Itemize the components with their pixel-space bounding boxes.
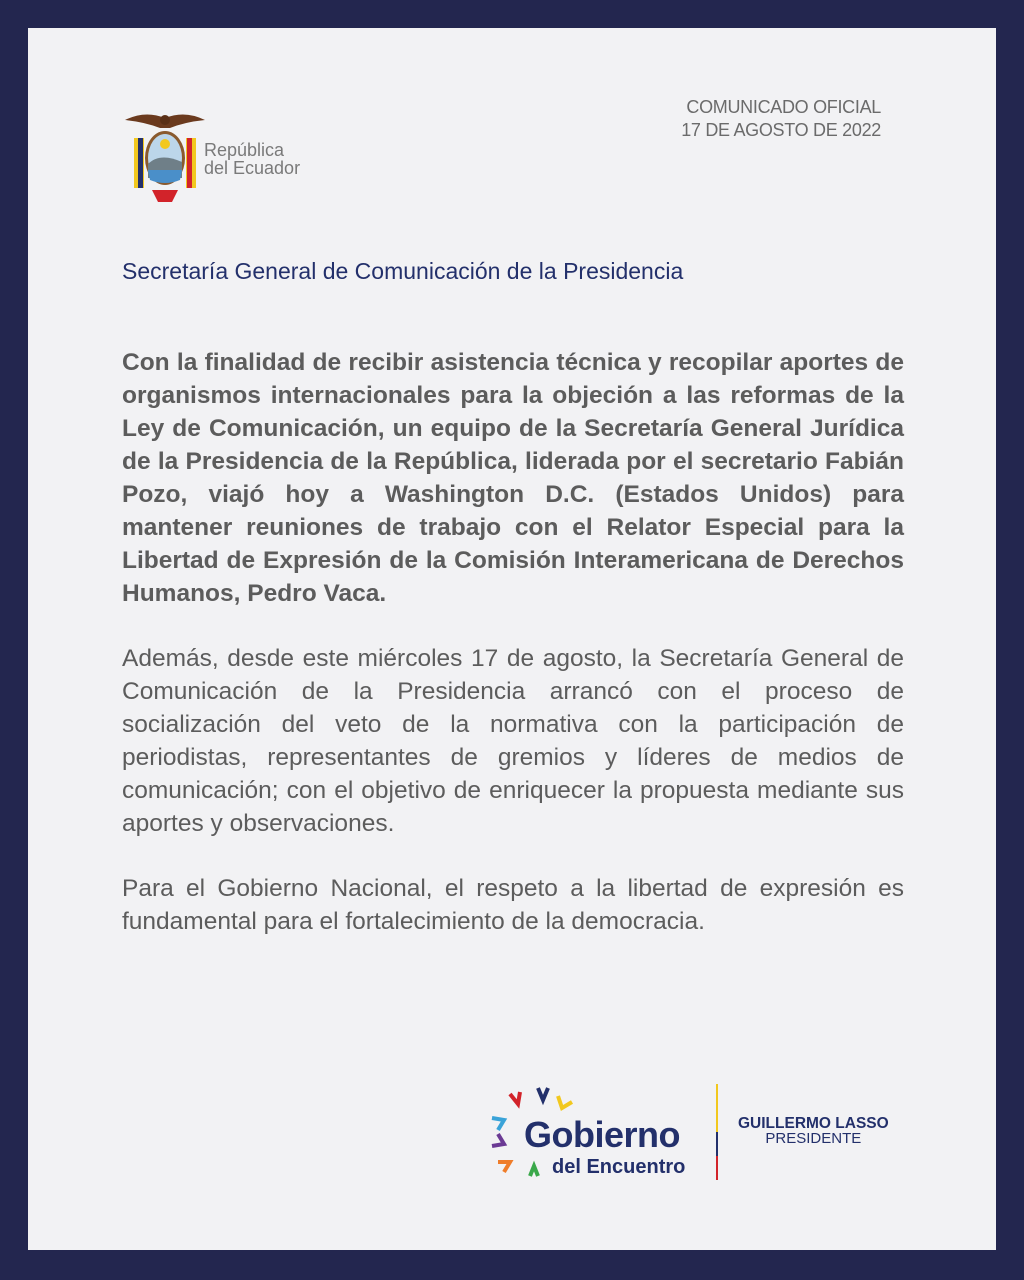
flag-divider [716, 1084, 718, 1180]
president-name: GUILLERMO LASSO [738, 1115, 889, 1132]
crest-line1: República [204, 140, 285, 160]
communique-body [122, 346, 904, 970]
president-signature-block [738, 1116, 889, 1146]
president-title: PRESIDENTE [765, 1130, 862, 1147]
paragraph: Para el Gobierno Nacional, el respeto a la libertad de expresión es fundamental para el fortalecimiento de la democracia. [122, 875, 904, 935]
communique-label: COMUNICADO OFICIAL [686, 97, 881, 117]
paragraph: Además, desde este miércoles 17 de agosto, la Secretaría General de Comunicación de la Presidencia arrancó con el proceso de socialización del veto de la normativa con la participación de periodistas, representantes de gremios y líderes de medios de comunicación; con el objetivo de enriquecer la propuesta mediante sus aportes y observaciones. [122, 645, 904, 837]
ecuador-coat-of-arms-icon [120, 108, 210, 204]
communique-page [28, 28, 996, 1250]
del-encuentro-wordmark: del Encuentro [552, 1156, 686, 1178]
communique-date: 17 DE AGOSTO DE 2022 [681, 120, 881, 140]
paragraph-lead: Con la finalidad de recibir asistencia técnica y recopilar aportes de organismos internacionales para la objeción a las reformas de la Ley de Comunicación, un equipo de la Secretaría General Jurídica de la Presidencia de la República, liderada por el secretario Fabián Pozo, viajó hoy a Washington D.C. (Estados Unidos) para mantener reuniones de trabajo con el Relator Especial para la Libertad de Expresión de la Comisión Interamericana de Derechos Humanos, Pedro Vaca. [122, 349, 904, 607]
issuing-office: Secretaría General de Comunicación de la Presidencia [122, 258, 684, 284]
footer-logos [488, 1080, 908, 1190]
communique-header [681, 96, 881, 142]
crest-line2: del Ecuador [204, 158, 301, 178]
republica-del-ecuador-wordmark [204, 141, 300, 177]
gobierno-wordmark: Gobierno [524, 1114, 680, 1155]
